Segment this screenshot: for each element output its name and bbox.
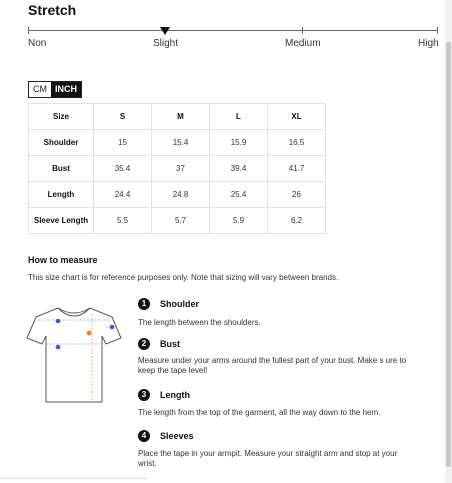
step-1-title: Shoulder xyxy=(160,299,200,309)
table-cell: 5.9 xyxy=(210,208,268,234)
table-cell: 37 xyxy=(152,156,210,182)
step-3-number-icon: 3 xyxy=(138,389,150,401)
table-cell: 6.2 xyxy=(268,208,326,234)
unit-cm-button[interactable]: CM xyxy=(33,84,47,94)
stretch-label-non: Non xyxy=(28,38,47,49)
table-cell: 16.5 xyxy=(268,130,326,156)
table-cell: 24.4 xyxy=(94,182,152,208)
table-row-label: Sleeve Length xyxy=(29,208,94,234)
sleeve-marker-dot xyxy=(110,325,115,330)
how-to-measure-heading: How to measure xyxy=(28,255,98,265)
step-2-description: Measure under your arms around the fullest part of your bust. Make s ure to keep the tape level! xyxy=(138,356,407,375)
table-row xyxy=(29,130,326,156)
table-header-cell: Size xyxy=(29,104,94,130)
table-cell: 5.5 xyxy=(94,208,152,234)
table-row-label: Length xyxy=(29,182,94,208)
step-4-number-icon: 4 xyxy=(138,430,150,442)
table-cell: 24.8 xyxy=(152,182,210,208)
step-3-description: The length from the top of the garment, all the way down to the hem. xyxy=(138,408,381,417)
table-row-label: Bust xyxy=(29,156,94,182)
length-marker-dot xyxy=(87,331,92,336)
table-cell: 15.9 xyxy=(210,130,268,156)
bottom-divider xyxy=(0,478,148,479)
table-row xyxy=(29,182,326,208)
stretch-label-high: High xyxy=(418,38,439,49)
step-4-description: Place the tape in your armpit. Measure your straight arm and stop at your wrist. xyxy=(138,449,398,468)
table-header-cell: L xyxy=(210,104,268,130)
scrollbar-thumb[interactable] xyxy=(446,42,451,467)
stretch-title: Stretch xyxy=(28,2,77,18)
size-table xyxy=(28,103,326,234)
stretch-tick-non xyxy=(28,27,29,34)
table-row-label: Shoulder xyxy=(29,130,94,156)
tshirt-diagram-icon xyxy=(26,302,122,406)
unit-toggle xyxy=(28,81,82,98)
stretch-label-medium: Medium xyxy=(285,38,321,49)
table-row xyxy=(29,208,326,234)
stretch-marker-icon xyxy=(160,27,170,35)
table-row xyxy=(29,156,326,182)
step-3-title: Length xyxy=(160,390,190,400)
shoulder-marker-dot xyxy=(56,319,61,324)
table-cell: 35.4 xyxy=(94,156,152,182)
size-chart-note: This size chart is for reference purposes only. Note that sizing will vary between brands. xyxy=(28,273,339,282)
table-cell: 15.4 xyxy=(152,130,210,156)
step-2-number-icon: 2 xyxy=(138,338,150,350)
bust-marker-dot xyxy=(56,345,61,350)
step-2-title: Bust xyxy=(160,339,180,349)
table-cell: 41.7 xyxy=(268,156,326,182)
unit-inch-button[interactable]: INCH xyxy=(51,82,81,97)
table-cell: 15 xyxy=(94,130,152,156)
stretch-label-slight: Slight xyxy=(153,38,179,49)
table-header-cell: XL xyxy=(268,104,326,130)
table-cell: 26 xyxy=(268,182,326,208)
step-1-number-icon: 1 xyxy=(138,298,150,310)
step-1-description: The length between the shoulders. xyxy=(138,318,261,327)
table-cell: 25.4 xyxy=(210,182,268,208)
tshirt-outline xyxy=(27,308,121,402)
step-4-title: Sleeves xyxy=(160,431,194,441)
table-header-row xyxy=(29,104,326,130)
table-cell: 5.7 xyxy=(152,208,210,234)
stretch-tick-medium xyxy=(302,27,303,34)
table-header-cell: S xyxy=(94,104,152,130)
stretch-tick-high xyxy=(437,27,438,34)
table-cell: 39.4 xyxy=(210,156,268,182)
table-header-cell: M xyxy=(152,104,210,130)
stretch-track xyxy=(28,30,438,31)
